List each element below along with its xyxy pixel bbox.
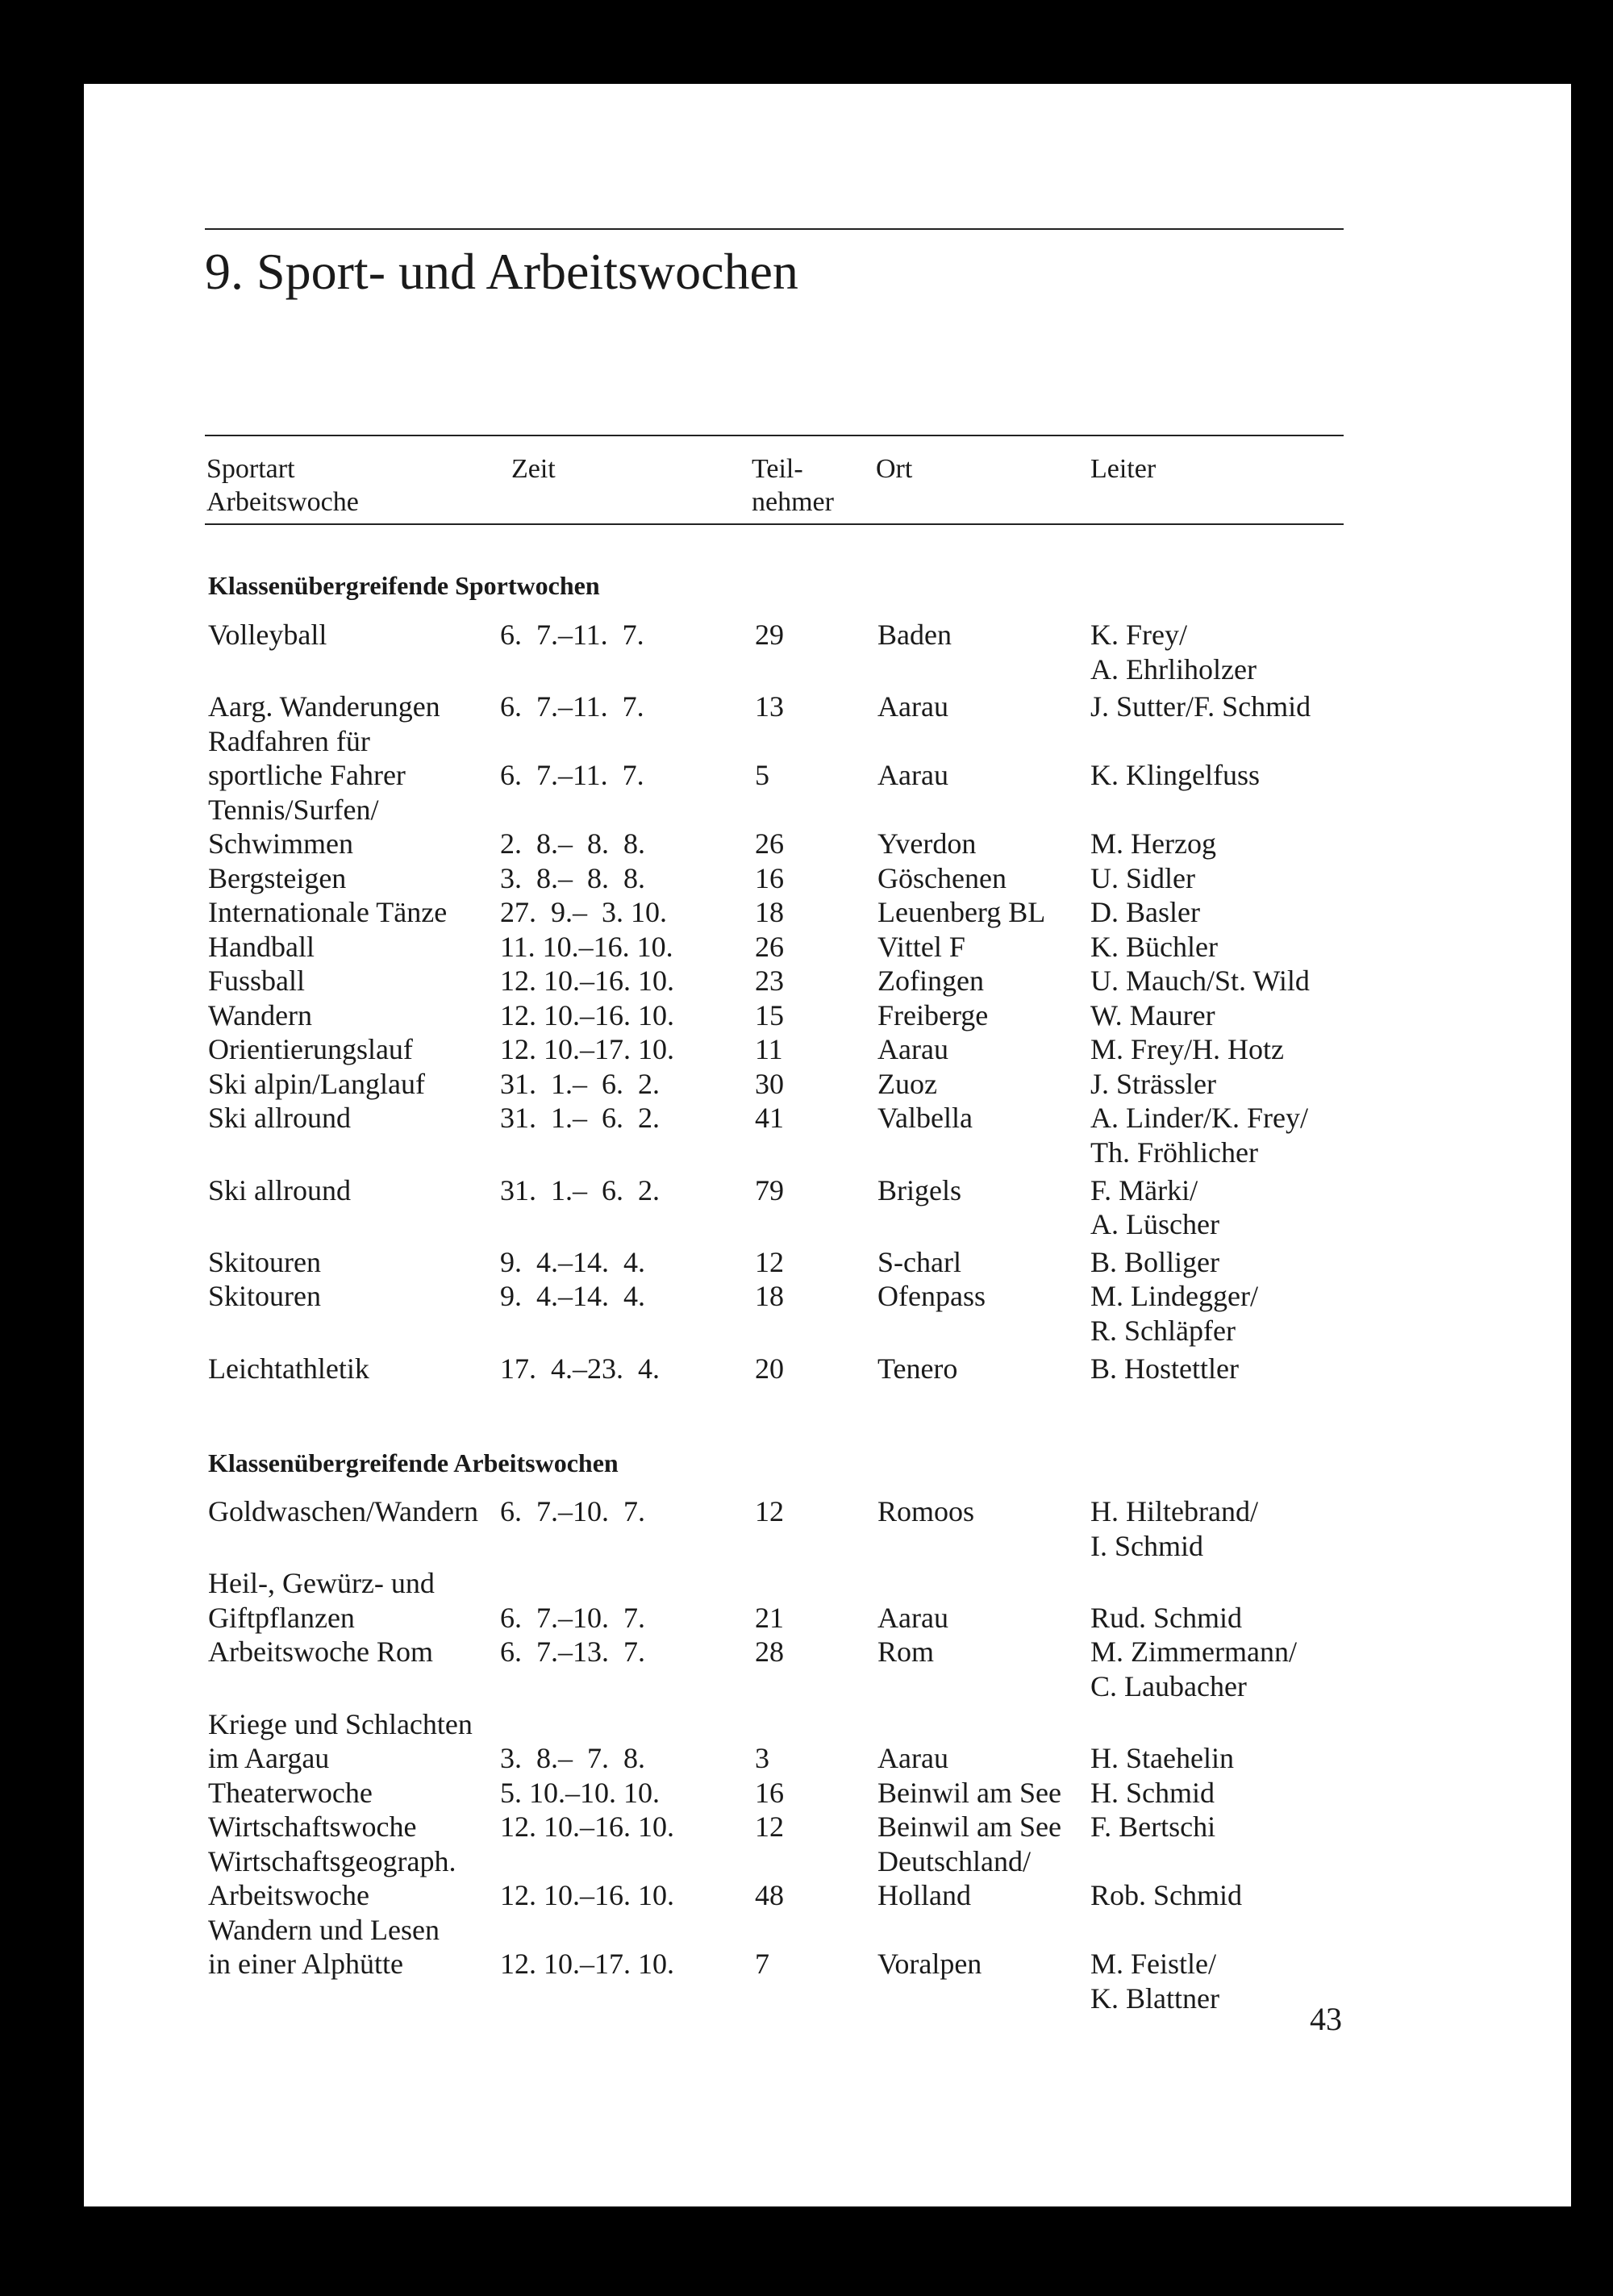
header-leiter: Leiter (1090, 454, 1157, 484)
row-sportart: Bergsteigen (208, 862, 347, 894)
row-teilnehmer: 11 (755, 1033, 783, 1065)
row-teilnehmer: 12 (755, 1811, 784, 1843)
section-title: Klassenübergreifende Arbeitswochen (208, 1448, 619, 1477)
row-sportart: Leichtathletik (208, 1352, 369, 1385)
row-sportart: Theaterwoche (208, 1777, 373, 1809)
row-zeit: 6. 7.–13. 7. (500, 1636, 645, 1668)
row-teilnehmer: 12 (755, 1246, 784, 1278)
row-ort: Zofingen (877, 965, 984, 997)
row-teilnehmer: 12 (755, 1495, 784, 1527)
row-ort: Aarau (877, 759, 948, 791)
row-zeit: 3. 8.– 7. 8. (500, 1742, 645, 1774)
page-title: 9. Sport- und Arbeitswochen (205, 243, 798, 300)
row-ort: Aarau (877, 1033, 948, 1065)
row-ort: Ofenpass (877, 1280, 986, 1312)
row-sportart: Fussball (208, 965, 306, 997)
row-ort: Valbella (877, 1102, 973, 1134)
row-leiter: J. Sutter/F. Schmid (1090, 690, 1311, 723)
row-sportart: Wirtschaftsgeograph. (208, 1845, 456, 1877)
row-teilnehmer: 15 (755, 999, 784, 1031)
row-leiter: B. Bolliger (1090, 1246, 1219, 1278)
row-ort: Yverdon (877, 827, 977, 860)
row-zeit: 6. 7.–10. 7. (500, 1602, 645, 1634)
row-ort: Tenero (877, 1352, 958, 1385)
row-zeit: 31. 1.– 6. 2. (500, 1102, 660, 1134)
row-leiter: W. Maurer (1090, 999, 1215, 1031)
row-teilnehmer: 23 (755, 965, 784, 997)
row-leiter: K. Klingelfuss (1090, 759, 1260, 791)
row-ort: Zuoz (877, 1068, 937, 1100)
row-leiter: F. Bertschi (1090, 1811, 1216, 1843)
row-teilnehmer: 16 (755, 862, 784, 894)
row-leiter: M. Frey/H. Hotz (1090, 1033, 1284, 1065)
header-nehmer: nehmer (752, 487, 834, 517)
row-leiter: U. Sidler (1090, 862, 1195, 894)
row-leiter: M. Zimmermann/ (1090, 1636, 1297, 1668)
row-ort: Aarau (877, 1602, 948, 1634)
row-teilnehmer: 29 (755, 619, 784, 651)
row-zeit: 17. 4.–23. 4. (500, 1352, 660, 1385)
header-teil: Teil- (752, 454, 803, 484)
row-teilnehmer: 18 (755, 896, 784, 928)
row-sportart: Radfahren für (208, 725, 370, 757)
section-title: Klassenübergreifende Sportwochen (208, 571, 600, 600)
title-rule (205, 228, 1344, 230)
row-sportart: Ski allround (208, 1102, 351, 1134)
row-ort: S-charl (877, 1246, 961, 1278)
row-leiter: K. Frey/ (1090, 619, 1187, 651)
row-leiter: A. Lüscher (1090, 1208, 1219, 1240)
row-leiter: K. Blattner (1090, 1982, 1219, 2015)
row-sportart: im Aargau (208, 1742, 330, 1774)
row-leiter: A. Linder/K. Frey/ (1090, 1102, 1308, 1134)
row-sportart: Internationale Tänze (208, 896, 448, 928)
row-zeit: 12. 10.–17. 10. (500, 1033, 674, 1065)
row-sportart: Volleyball (208, 619, 327, 651)
row-leiter: H. Schmid (1090, 1777, 1215, 1809)
row-sportart: Handball (208, 931, 315, 963)
row-ort: Deutschland/ (877, 1845, 1031, 1877)
row-sportart: Arbeitswoche Rom (208, 1636, 433, 1668)
row-sportart: Tennis/Surfen/ (208, 794, 379, 826)
row-ort: Aarau (877, 1742, 948, 1774)
row-leiter: H. Hiltebrand/ (1090, 1495, 1258, 1527)
row-ort: Beinwil am See (877, 1777, 1061, 1809)
row-sportart: in einer Alphütte (208, 1948, 403, 1980)
row-teilnehmer: 28 (755, 1636, 784, 1668)
row-zeit: 6. 7.–11. 7. (500, 690, 644, 723)
row-zeit: 6. 7.–10. 7. (500, 1495, 645, 1527)
row-zeit: 12. 10.–17. 10. (500, 1948, 674, 1980)
row-sportart: Skitouren (208, 1280, 321, 1312)
row-sportart: Wandern und Lesen (208, 1914, 440, 1946)
row-teilnehmer: 18 (755, 1280, 784, 1312)
row-sportart: Giftpflanzen (208, 1602, 355, 1634)
row-teilnehmer: 30 (755, 1068, 784, 1100)
row-ort: Freiberge (877, 999, 989, 1031)
row-zeit: 12. 10.–16. 10. (500, 1811, 674, 1843)
table-top-rule (205, 435, 1344, 436)
row-zeit: 6. 7.–11. 7. (500, 759, 644, 791)
row-sportart: sportliche Fahrer (208, 759, 406, 791)
row-leiter: Rob. Schmid (1090, 1879, 1243, 1911)
header-sportart: Sportart (206, 454, 295, 484)
row-ort: Baden (877, 619, 952, 651)
row-teilnehmer: 26 (755, 931, 784, 963)
row-zeit: 2. 8.– 8. 8. (500, 827, 645, 860)
row-leiter: B. Hostettler (1090, 1352, 1239, 1385)
row-ort: Romoos (877, 1495, 975, 1527)
row-zeit: 9. 4.–14. 4. (500, 1280, 645, 1312)
row-zeit: 12. 10.–16. 10. (500, 965, 674, 997)
row-zeit: 6. 7.–11. 7. (500, 619, 644, 651)
row-leiter: I. Schmid (1090, 1530, 1203, 1562)
row-teilnehmer: 41 (755, 1102, 784, 1134)
row-leiter: R. Schläpfer (1090, 1315, 1236, 1347)
row-teilnehmer: 48 (755, 1879, 784, 1911)
row-leiter: Rud. Schmid (1090, 1602, 1243, 1634)
row-leiter: M. Feistle/ (1090, 1948, 1217, 1980)
row-leiter: A. Ehrliholzer (1090, 653, 1257, 685)
row-leiter: K. Büchler (1090, 931, 1218, 963)
row-sportart: Aarg. Wanderungen (208, 690, 440, 723)
row-ort: Vittel F (877, 931, 965, 963)
header-zeit: Zeit (511, 454, 556, 484)
row-teilnehmer: 16 (755, 1777, 784, 1809)
row-zeit: 11. 10.–16. 10. (500, 931, 673, 963)
row-ort: Brigels (877, 1174, 961, 1206)
row-sportart: Schwimmen (208, 827, 353, 860)
row-teilnehmer: 13 (755, 690, 784, 723)
row-leiter: H. Staehelin (1090, 1742, 1234, 1774)
row-ort: Göschenen (877, 862, 1007, 894)
row-sportart: Arbeitswoche (208, 1879, 369, 1911)
row-zeit: 12. 10.–16. 10. (500, 1879, 674, 1911)
row-teilnehmer: 26 (755, 827, 784, 860)
row-teilnehmer: 20 (755, 1352, 784, 1385)
row-leiter: M. Lindegger/ (1090, 1280, 1258, 1312)
row-zeit: 5. 10.–10. 10. (500, 1777, 660, 1809)
row-teilnehmer: 79 (755, 1174, 784, 1206)
row-zeit: 27. 9.– 3. 10. (500, 896, 667, 928)
row-leiter: U. Mauch/St. Wild (1090, 965, 1310, 997)
row-ort: Leuenberg BL (877, 896, 1046, 928)
row-sportart: Ski allround (208, 1174, 351, 1206)
page-number: 43 (1310, 2001, 1342, 2037)
row-ort: Voralpen (877, 1948, 982, 1980)
row-ort: Beinwil am See (877, 1811, 1061, 1843)
row-teilnehmer: 21 (755, 1602, 784, 1634)
row-teilnehmer: 7 (755, 1948, 769, 1980)
row-sportart: Wandern (208, 999, 313, 1031)
row-sportart: Skitouren (208, 1246, 321, 1278)
row-ort: Aarau (877, 690, 948, 723)
row-sportart: Ski alpin/Langlauf (208, 1068, 425, 1100)
row-zeit: 12. 10.–16. 10. (500, 999, 674, 1031)
row-leiter: C. Laubacher (1090, 1670, 1247, 1702)
row-sportart: Wirtschaftswoche (208, 1811, 417, 1843)
row-sportart: Kriege und Schlachten (208, 1708, 473, 1740)
row-ort: Rom (877, 1636, 935, 1668)
table-header-rule (205, 523, 1344, 525)
row-zeit: 9. 4.–14. 4. (500, 1246, 645, 1278)
row-leiter: D. Basler (1090, 896, 1200, 928)
row-zeit: 31. 1.– 6. 2. (500, 1068, 660, 1100)
row-sportart: Goldwaschen/Wandern (208, 1495, 478, 1527)
row-sportart: Heil-, Gewürz- und (208, 1567, 435, 1599)
row-teilnehmer: 3 (755, 1742, 769, 1774)
header-ort: Ort (876, 454, 913, 484)
row-sportart: Orientierungslauf (208, 1033, 413, 1065)
row-teilnehmer: 5 (755, 759, 769, 791)
row-leiter: J. Strässler (1090, 1068, 1216, 1100)
row-zeit: 3. 8.– 8. 8. (500, 862, 645, 894)
row-ort: Holland (877, 1879, 971, 1911)
row-leiter: F. Märki/ (1090, 1174, 1198, 1206)
row-leiter: M. Herzog (1090, 827, 1216, 860)
row-leiter: Th. Fröhlicher (1090, 1136, 1258, 1169)
header-arbeitswoche: Arbeitswoche (206, 487, 359, 517)
row-zeit: 31. 1.– 6. 2. (500, 1174, 660, 1206)
